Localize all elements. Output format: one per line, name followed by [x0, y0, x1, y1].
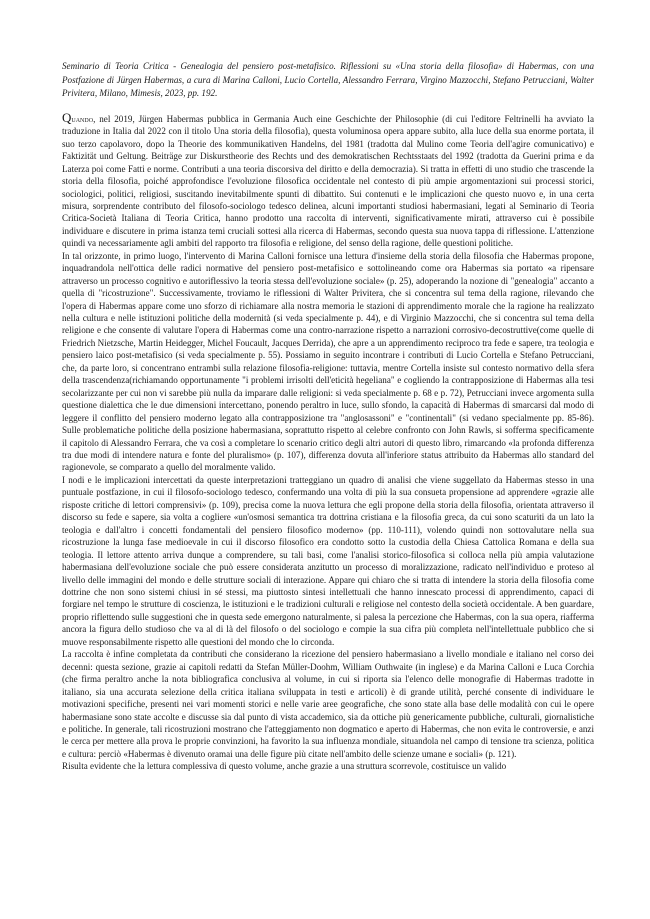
paragraph-3: I nodi e le implicazioni intercettati da queste interpretazioni tratteggiano un quadro di analisi che viene suggellato da Habermas stesso in una puntuale postfazione, in cui il filosofo-sociologo tedesco, confermando una volta di più la sua consueta propensione ad apprendere «grazie alle risposte critiche di lettori comprensivi» (p. 109), precisa come la nuova lettura che egli propone della storia della filosofia, orientata attraverso il discorso su fede e sapere, sia volta a cogliere «un'osmosi semantica tra dottrina cristiana e la filosofia greca, da cui sono scaturiti da un lato la teologia e dall'altro i concetti fondamentali del pensiero filosofico moderno» (pp. 110-111), volendo quindi non sottovalutare nella sua ricostruzione la lunga fase medioevale in cui il discorso filosofico era condotto sotto la custodia della Chiesa Cattolica Romana e della sua teologia. Il lettore attento arriva dunque a comprendere, su tali basi, come l'analisi storico-filosofica si colloca nella più ampia valutazione habermasiana dell'evoluzione sociale che può essere considerata anzitutto un processo di moralizzazione, radicato nell'individuo e proteso al livello delle immagini del mondo e delle strutture sociali di interazione. Appare qui chiaro che si tratta di intendere la storia della filosofia come dottrine che non sono sistemi chiusi in sé stessi, ma piuttosto sintesi intellettuali che hanno innescato processi di apprendimento, capaci di forgiare nel tempo le strutture di coscienza, le istituzioni e le tradizioni culturali e religiose nel contesto della società occidentale. A ben guardare, proprio riflettendo sulle suggestioni che in questa sede emergono naturalmente, si palesa la percezione che Habermas, con la sua opera, riafferma ancora la figura dello studioso che va al di là del filosofo o del sociologo e compie la sua cifra più completa nell'intellettuale pubblico che si muove responsabilmente rispetto alle questioni del mondo che lo circonda.	[62, 474, 594, 647]
lead-word: uando	[71, 113, 94, 124]
review-page	[62, 60, 594, 773]
paragraph-1-text: , nel 2019, Jürgen Habermas pubblica in Germania Auch eine Geschichte der Philosophie (di cui l'editore Feltrinelli ha avviato la traduzione in Italia dal 2022 con il titolo Una storia della filosofia), questa voluminosa opera appare subito, alla luce della sua enorme portata, il suo terzo capolavoro, dopo la Theorie des kommunikativen Handelns, del 1981 (tradotta dal Mulino come Teoria dell'agire comunicativo) e Faktizität und Geltung. Beiträge zur Diskurstheorie des Rechts und des demokratischen Rechtsstaats del 1992 (tradotta da Guerini prima e da Laterza poi come Fatti e norme. Contributi a una teoria discorsiva del diritto e della democrazia). Si tratta in effetti di uno studio che trascende la storia della filosofia, poiché approfondisce l'evoluzione filosofica occidentale nel contesto di più ampie argomentazioni sui processi storici, sociologici, politici, religiosi, suscitando inevitabilmente spunti di dibattito. Sui contenuti e le implicazioni che questo nuovo e, in una certa misura, sorprendente contributo del filosofo-sociologo tedesco delinea, alcuni importanti studiosi habermasiani, legati al Seminario di Teoria Critica-Società Italiana di Teoria Critica, hanno prodotto una raccolta di interventi, significativamente mirati, attraverso cui è possibile individuare e discutere in prima istanza temi cruciali sottesi alla ricerca di Habermas, secondo questa sua nuova tappa di riflessione. L'attenzione quindi va necessariamente agli ambiti del rapporto tra filosofia e religione, del senso della ragione, delle questioni politiche.	[62, 113, 594, 249]
drop-cap: Q	[62, 109, 72, 125]
paragraph-4: La raccolta è infine completata da contributi che considerano la ricezione del pensiero habermasiano a livello mondiale e italiano nel corso dei decenni: questa sezione, grazie ai capitoli redatti da Stefan Müller-Doohm, William Outhwaite (in inglese) e da Marina Calloni e Luca Corchia (che firma peraltro anche la nota bibliografica conclusiva al volume, in cui si riporta sia l'elenco delle monografie di Habermas tradotte in italiano, sia una accurata selezione della critica italiana sviluppata in testi e articoli) è di grande utilità, perché consente di individuare le motivazioni specifiche, presenti nei vari momenti storici e nelle varie aree geografiche, che sono state alla base delle modalità con cui le opere habermasiane sono state accolte e discusse sia dal punto di vista accademico, sia da ottiche più genericamente pubbliche, culturali, giornalistiche e politiche. In generale, tali ricostruzioni mostrano che l'atteggiamento non dogmatico e aperto di Habermas, che non evita le controversie, e anzi le cerca per mettere alla prova le proprie convinzioni, ha favorito la sua influenza mondiale, situandola nel campo di tensione tra scienza, politica e cultura: perciò «Habermas è divenuto oramai una delle figure più citate nell'ambito delle scienze umane e sociali» (p. 121).	[62, 649, 594, 759]
paragraph-1	[62, 109, 594, 250]
book-citation: Seminario di Teoria Critica - Genealogia del pensiero post-metafisico. Riflessioni su «Una storia della filosofia» di Habermas, con una Postfazione di Jürgen Habermas, a cura di Marina Calloni, Lucio Cortella, Alessandro Ferrara, Virgino Mazzocchi, Stefano Petrucciani, Walter Privitera, Milano, Mimesis, 2023, pp. 192.	[62, 61, 594, 99]
paragraph-2: In tal orizzonte, in primo luogo, l'intervento di Marina Calloni fornisce una lettura d'insieme della storia della filosofia che Habermas propone, inquadrandola nell'ottica delle radici normative del pensiero post-metafisico e sottolineando come ora Habermas sia portato «a ripensare attraverso un processo cognitivo e autoriflessivo la teoria stessa dell'evoluzione sociale» (p. 25), adoperando la nozione di "genealogia" accanto a quella di "ricostruzione". Successivamente, troviamo le riflessioni di Walter Privitera, che si concentra sul tema della ragione, rilevando che l'opera di Habermas appare come uno sforzo di richiamare alla nostra memoria le stazioni di apprendimento morale che la ragione ha realizzato nella cultura e nelle istituzioni politiche della modernità (si veda specialmente p. 44), e di Virginio Mazzocchi, che si concentra sul tema della religione e che consente di valutare l'opera di Habermas come una contro-narrazione rispetto a narrazioni corrosivo-decostruttive(come quelle di Friedrich Nietzsche, Martin Heidegger, Michel Foucault, Jacques Derrida), che apre a un apprendimento reciproco tra fede e sapere, tra teologia e pensiero laico post-metafisico (si veda specialmente p. 55). Possiamo in seguito incontrare i contributi di Lucio Cortella e Stefano Petrucciani, che, da parte loro, si concentrano entrambi sulla relazione filosofia-religione: tuttavia, mentre Cortella insiste sul contesto normativo della sfera della trascendenza(richiamando opportunamente "i problemi irrisolti dell'eticità hegeliana" e cogliendo la contrapposizione di Habermas alla tesi secolarizzante per cui non vi sarebbe più nulla da imparare dalle religioni: si veda specialmente p. 68 e p. 72), Petrucciani invece argomenta sulla questione dialettica che le due dimensioni intercettano, ponendo peraltro in luce, sullo sfondo, la capacità di Habermas di smarcarsi dal modo di leggere il conflitto del pensiero moderno legato alla contrapposizione tra "anglosassoni" e "continentali" (si vedano specialmente pp. 85-86). Sulle problematiche politiche della posizione habermasiana, soprattutto rispetto al celebre confronto con John Rawls, si sofferma specificamente il capitolo di Alessandro Ferrara, che va così a completare lo scenario critico degli altri autori di questo libro, rimarcando «la profonda differenza tra due modi di intendere natura e fonte del pluralismo» (p. 107), differenza dovuta all'inferiore status attribuito da Habermas allo standard del ragionevole, se comparato a quello del moralmente valido.	[62, 250, 594, 473]
paragraph-5: Risulta evidente che la lettura complessiva di questo volume, anche grazie a una struttura scorrevole, costituisce un valido	[62, 761, 507, 772]
